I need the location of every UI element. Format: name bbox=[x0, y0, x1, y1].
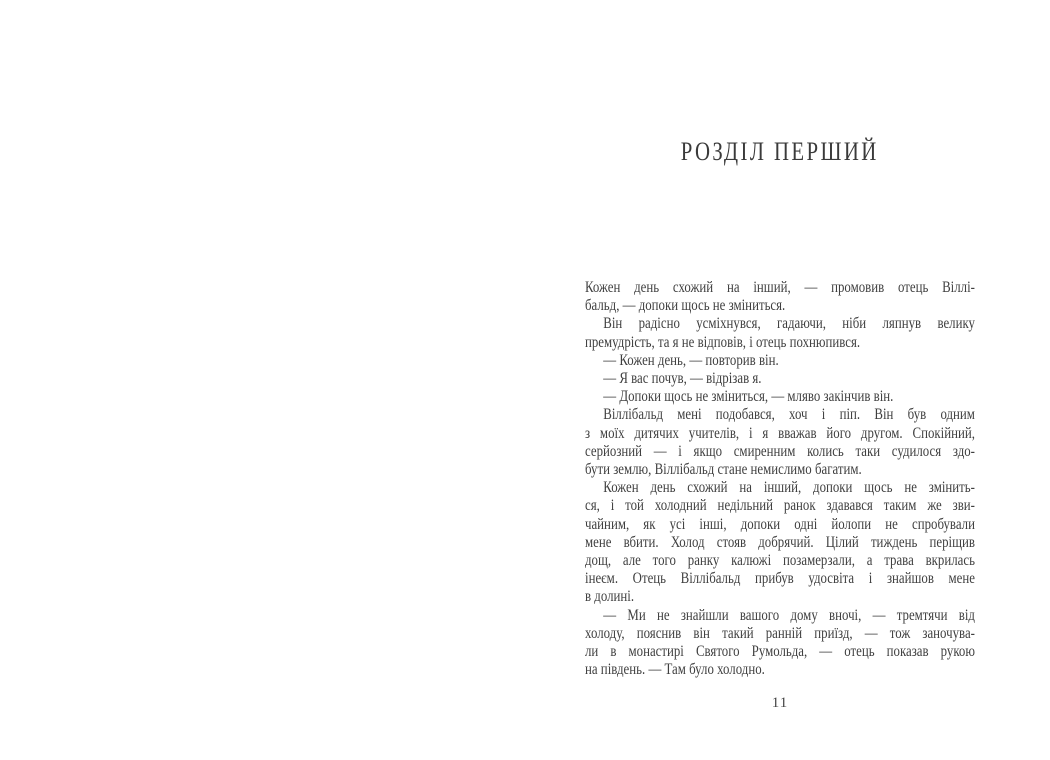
paragraph bbox=[585, 388, 975, 406]
text-line: бальд, — допоки щось не зміниться. bbox=[585, 297, 786, 315]
text-line: ся, і той холодний недільний ранок здавався таким же зви- bbox=[585, 497, 975, 515]
text-line: Кожен день схожий на інший, допоки щось не змінить- bbox=[603, 479, 975, 497]
text-line: ли в монастирі Святого Румольда, — отець показав рукою bbox=[585, 643, 975, 661]
text-line: — Я вас почув, — відрізав я. bbox=[603, 370, 762, 388]
chapter-title-row bbox=[585, 139, 975, 169]
paragraph bbox=[585, 279, 975, 315]
paragraph bbox=[585, 352, 975, 370]
paragraph bbox=[585, 479, 975, 606]
text-line: бути землю, Віллібальд стане немислимо багатим. bbox=[585, 461, 862, 479]
text-line: холоду, пояснив він такий ранній приїзд, — тож заночува- bbox=[585, 624, 975, 642]
chapter-title: РОЗДІЛ ПЕРШИЙ bbox=[681, 137, 879, 166]
text-line: серйозний — і якщо смиренним колись таки судилося здо- bbox=[585, 442, 975, 460]
paragraph bbox=[585, 406, 975, 479]
text-line: — Кожен день, — повторив він. bbox=[603, 351, 779, 369]
text-line: — Допоки щось не зміниться, — мляво закінчив він. bbox=[603, 388, 894, 406]
text-line: чайним, як усі інші, допоки одні йолопи не спробували bbox=[585, 515, 975, 533]
text-line: Він радісно усміхнувся, гадаючи, ніби ляпнув велику bbox=[603, 315, 975, 333]
page-number-row bbox=[585, 694, 975, 712]
paragraph bbox=[585, 315, 975, 351]
text-line: дощ, але того ранку калюжі позамерзали, а трава вкрилась bbox=[585, 552, 975, 570]
text-line: інеєм. Отець Віллібальд прибув удосвіта і знайшов мене bbox=[585, 570, 975, 588]
page-number: 11 bbox=[771, 695, 789, 711]
text-line: з моїх дитячих учителів, і я вважав його другом. Спокійний, bbox=[585, 424, 975, 442]
text-line: в долині. bbox=[585, 588, 635, 606]
paragraph bbox=[585, 370, 975, 388]
text-line: Віллібальд мені подобався, хоч і піп. Він був одним bbox=[603, 406, 975, 424]
text-line: мене вбити. Холод стояв добрячий. Цілий тиждень періщив bbox=[585, 533, 975, 551]
text-line: премудрість, та я не відповів, і отець похнюпився. bbox=[585, 333, 861, 351]
paragraph bbox=[585, 607, 975, 680]
text-line: на південь. — Там було холодно. bbox=[585, 661, 765, 679]
text-line: Кожен день схожий на інший, — промовив отець Віллі- bbox=[585, 279, 975, 296]
body-text bbox=[585, 279, 975, 679]
text-line: — Ми не знайшли вашого дому вночі, — тремтячи від bbox=[603, 606, 975, 624]
